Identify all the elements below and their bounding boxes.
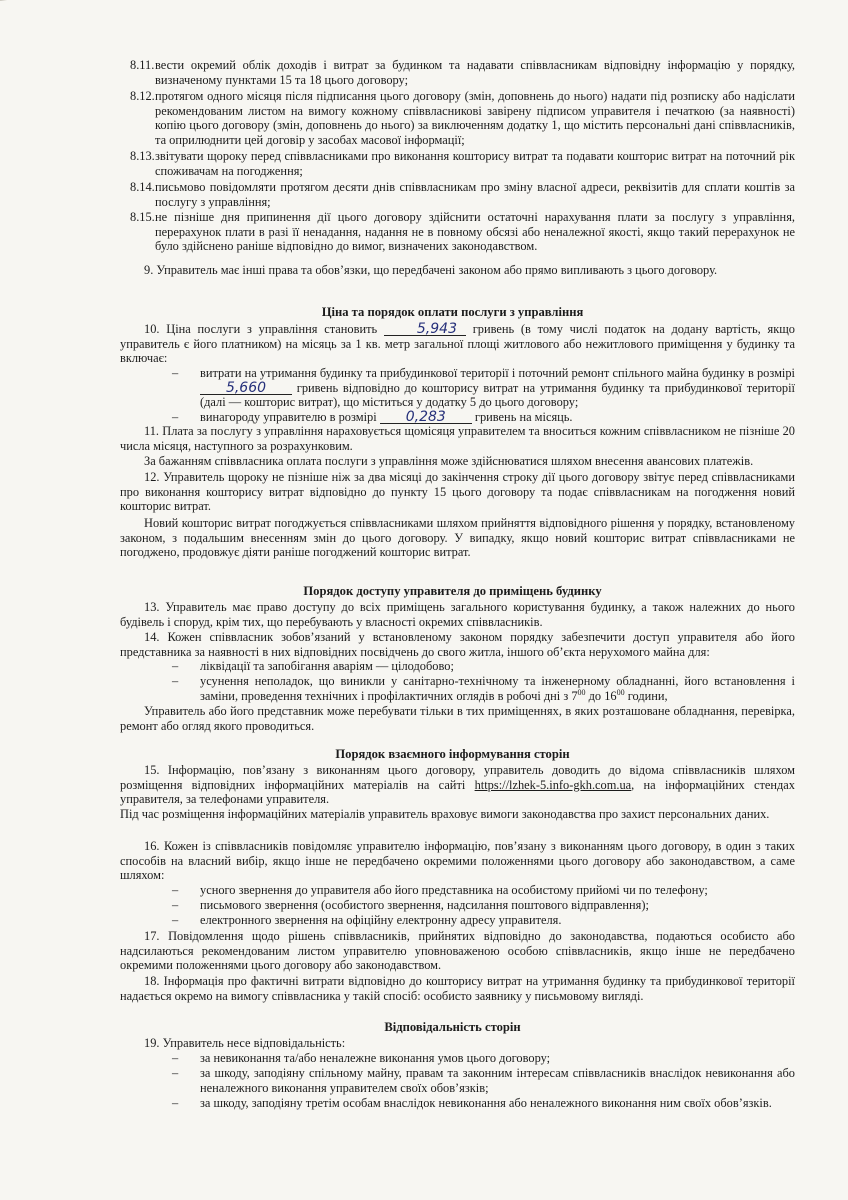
clause-8-15: 8.15. не пізніше дня припинення дії цього договору здійснити остаточні нарахування плати за послугу з управління, перерахунок плати в разі її ненадання, надання не в повному обсязі або неналежної якості, якщо такий перерахунок не було здійснено раніше відповідно до вимог, визначених законодавством. — [130, 210, 795, 254]
clause-8-14: 8.14. письмово повідомляти протягом десяти днів співвласникам про зміну власної адреси, реквізитів для сплати коштів за послугу з управління; — [130, 180, 795, 209]
clause-15: 15. Інформацію, пов’язану з виконанням цього договору, управитель доводить до відома співвласників шляхом розміщення відповідних інформаційних матеріалів на сайті https://lzhek-5.info-gkh.com.ua, на інформаційних стендах управителя, за телефонами управителя. — [120, 763, 795, 807]
clause-15-personal-data: Під час розміщення інформаційних матеріалів управитель враховує вимоги законодавства про захист персональних даних. — [120, 807, 770, 821]
clause-11-advance: За бажанням співвласника оплата послуги з управління може здійснюватися шляхом внесення авансових платежів. — [144, 454, 754, 468]
clause-17: 17. Повідомлення щодо рішень співвласників, прийнятих відповідно до законодавства, подаються особисто або надсилаються рекомендованим листом управителю уповноваженою особою співвласників, якщо інше не передбачено окремими положеннями цього договору або законодавством. — [120, 929, 795, 973]
handwritten-reward-amount: 0,283 — [380, 411, 472, 424]
clause-9: 9. Управитель має інші права та обов’язки, що передбачені законом або прямо випливають з цього договору. — [144, 263, 718, 277]
handwritten-maintenance-cost: 5,660 — [200, 382, 292, 395]
resp-bullet-nonperformance: – за невиконання та/або неналежне виконання умов цього договору; — [172, 1051, 551, 1065]
clause-12: 12. Управитель щороку не пізніше ніж за два місяці до закінчення строку дії цього договору звітує перед співвласниками про виконання кошторису витрат відповідно до пункту 15 цього договору та подає співвласникам на погодження новий кошторис витрат. — [120, 470, 795, 514]
clause-12-new-estimate: Новий кошторис витрат погоджується співвласниками шляхом прийняття відповідного рішення у порядку, встановленому законом, з подальшим внесенням змін до цього договору. У випадку, якщо новий кошторис витрат співвласниками не погоджено, продовжує діяти раніше погоджений кошторис витрат. — [120, 516, 795, 560]
page-corner-fold — [0, 0, 92, 19]
clause-8-13: 8.13. звітувати щороку перед співвласниками про виконання кошторису витрат та подавати кошторис витрат на поточний рік споживачам на погодження; — [130, 149, 795, 178]
info-bullet-oral: – усного звернення до управителя або його представника на особистому прийомі чи по телефону; — [172, 883, 708, 897]
clause-10: 10. Ціна послуги з управління становить 5,943 гривень (в тому числі податок на додану вартість, якщо управитель є його платником) на місяць за 1 кв. метр загальної площі житлового або нежитлового приміщення у будинку та включає: — [120, 321, 795, 366]
clause-14-presence: Управитель або його представник може перебувати тільки в тих приміщеннях, в яких розташоване обладнання, перевірка, ремонт або огляд якого проводиться. — [120, 704, 795, 733]
price-bullet-maintenance: – витрати на утримання будинку та прибудинкової території і поточний ремонт спільного майна будинку в розмірі 5,660 гривень відповідно до кошторису витрат на утримання будинку та прибудинкової території (далі — кошторис витрат), що міститься у додатку 5 до цього договору; — [172, 366, 795, 410]
clause-8-12: 8.12. протягом одного місяця після підписання цього договору (змін, доповнень до нього) надати під розписку або надіслати рекомендованим листом на вимогу кожному співвласникові завірену підписом управителя і печаткою (за наявності) копію цього договору (змін, доповнень до нього) за виключенням додатку 1, що містить персональні дані співвласників, та оприлюднити цей договір у засобах масової інформації; — [130, 89, 795, 147]
clause-14: 14. Кожен співвласник зобов’язаний у встановленому законом порядку забезпечити доступ управителя або його представника за наявності в них відповідних посвідчень до свого житла, іншого об’єкта нерухомого майна для: — [120, 630, 795, 659]
section-heading-information: Порядок взаємного інформування сторін — [335, 747, 570, 761]
access-bullet-repairs: – усунення неполадок, що виникли у санітарно-технічному та інженерному обладнанні, його встановлення і заміни, проведення технічних і профілактичних оглядів в робочі дні з $7^{00}$ до $16^{00}$ години, — [172, 674, 795, 703]
resp-bullet-damage-third-parties: – за шкоду, заподіяну третім особам внаслідок невиконання або неналежного виконання ним своїх обов’язків. — [172, 1096, 772, 1110]
clause-13: 13. Управитель має право доступу до всіх приміщень загального користування будинку, а також належних до нього будівель і споруд, крім тих, що перебувають у власності окремих співвласників. — [120, 600, 795, 629]
website-link[interactable]: https://lzhek-5.info-gkh.com.ua — [474, 777, 632, 792]
clause-19: 19. Управитель несе відповідальність: — [144, 1036, 346, 1050]
info-bullet-electronic: – електронного звернення на офіційну електронну адресу управителя. — [172, 913, 562, 927]
price-bullet-reward: – винагороду управителю в розмірі 0,283 гривень на місяць. — [172, 409, 573, 425]
info-bullet-written: – письмового звернення (особистого звернення, надсилання поштового відправлення); — [172, 898, 649, 912]
section-heading-access: Порядок доступу управителя до приміщень будинку — [303, 584, 602, 598]
access-bullet-accidents: – ліквідації та запобігання аваріям — цілодобово; — [172, 659, 454, 673]
clause-16: 16. Кожен із співвласників повідомляє управителю інформацію, пов’язану з виконанням цього договору, в один з таких способів на власний вибір, якщо інше не передбачено окремими положеннями цього договору або законодавством, а саме шляхом: — [120, 839, 795, 883]
handwritten-price-total: 5,943 — [384, 323, 466, 336]
clause-18: 18. Інформація про фактичні витрати відповідно до кошторису витрат на утримання будинку та прибудинкової території надається окремо на вимогу співвласника у такій спосіб: особисто заявнику у письмовому вигляді. — [120, 974, 795, 1003]
section-heading-price: Ціна та порядок оплати послуги з управління — [321, 305, 584, 319]
resp-bullet-damage-owners: – за шкоду, заподіяну спільному майну, правам та законним інтересам співвласників внаслідок невиконання або неналежного виконання управителем своїх обов’язків; — [172, 1066, 795, 1095]
section-heading-responsibility: Відповідальність сторін — [384, 1020, 521, 1034]
clause-11: 11. Плата за послугу з управління нараховується щомісяця управителем та вноситься кожним співвласником не пізніше 20 числа місяця, наступного за розрахунковим. — [120, 424, 795, 453]
clause-8-11: 8.11. вести окремий облік доходів і витрат за будинком та надавати співвласникам відповідну інформацію у порядку, визначеному пунктами 15 та 18 цього договору; — [130, 58, 795, 87]
